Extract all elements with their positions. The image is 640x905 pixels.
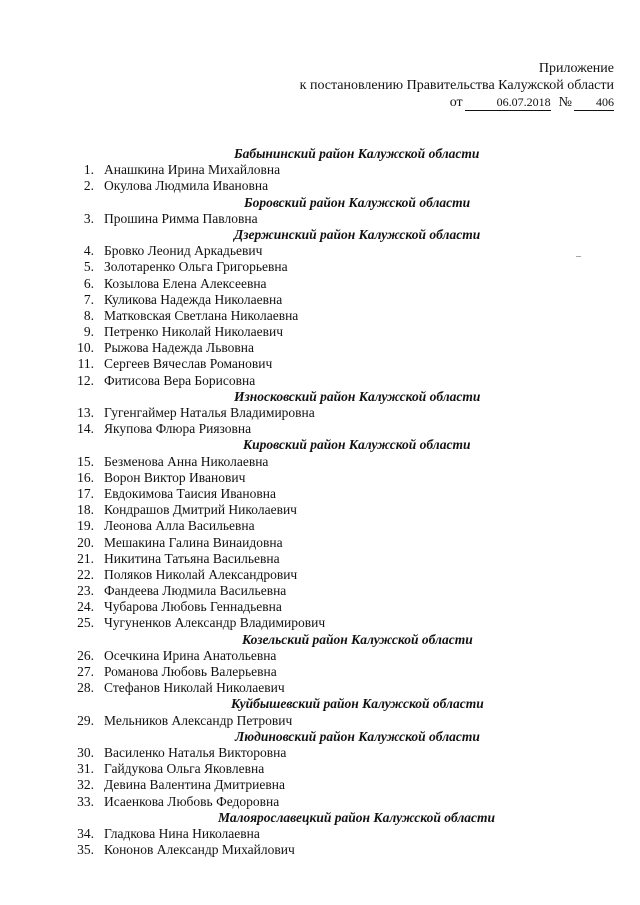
person-name: Рыжова Надежда Львовна — [104, 340, 254, 356]
resolution-date-number — [300, 94, 614, 111]
list-item — [0, 373, 640, 389]
list-item — [0, 292, 640, 308]
list-item — [0, 340, 640, 356]
person-name: Гугенгаймер Наталья Владимировна — [104, 405, 315, 420]
item-number: 16. — [77, 469, 94, 485]
person-name: Окулова Людмила Ивановна — [104, 178, 269, 194]
list-item — [0, 535, 640, 551]
list-item — [0, 745, 640, 761]
district-title: Куйбышевский район Калужской области — [231, 696, 484, 712]
person-name: Осечкина Ирина Анатольевна — [104, 647, 277, 663]
district-title: Износковский район Калужской области — [234, 388, 481, 404]
list-item — [0, 421, 640, 437]
district-title: Боровский район Калужской области — [244, 194, 471, 210]
list-item — [0, 599, 640, 615]
resolution-number: 406 — [574, 96, 614, 111]
person-name: Фандеева Людмила Васильевна — [104, 583, 287, 599]
list-item — [0, 794, 640, 810]
item-number: 7. — [83, 291, 94, 307]
item-number: 19. — [77, 518, 94, 534]
list-item — [0, 405, 640, 421]
person-name: Романова Любовь Валерьевна — [104, 664, 277, 679]
list-item — [0, 761, 640, 777]
list-item — [0, 276, 640, 292]
list-item — [0, 259, 640, 275]
district-heading — [0, 389, 640, 405]
list-item — [0, 211, 640, 227]
item-number: 9. — [83, 324, 94, 340]
district-heading — [0, 195, 640, 211]
person-name: Евдокимова Таисия Ивановна — [104, 485, 276, 501]
appendix-header — [300, 60, 614, 111]
appendix-title: Приложение — [538, 61, 614, 76]
district-heading — [0, 696, 640, 712]
list-item — [0, 615, 640, 631]
item-number: 11. — [77, 356, 94, 372]
person-name: Гайдукова Ольга Яковлевна — [104, 761, 265, 777]
item-number: 12. — [77, 372, 94, 388]
district-heading — [0, 632, 640, 648]
person-name: Козылова Елена Алексеевна — [104, 275, 267, 291]
district-title: Бабынинский район Калужской области — [234, 146, 480, 161]
item-number: 26. — [77, 647, 94, 663]
person-name: Никитина Татьяна Васильевна — [104, 550, 280, 566]
person-name: Матковская Светлана Николаевна — [104, 307, 299, 323]
item-number: 8. — [83, 307, 94, 323]
district-heading — [0, 146, 640, 162]
district-title: Кировский район Калужской области — [243, 437, 471, 453]
person-name: Стефанов Николай Николаевич — [104, 680, 285, 696]
item-number: 31. — [77, 761, 94, 777]
item-number: 14. — [77, 421, 94, 437]
district-heading — [0, 810, 640, 826]
item-number: 2. — [83, 178, 94, 194]
item-number: 34. — [77, 825, 94, 841]
person-name: Мешакина Галина Винаидовна — [104, 534, 283, 550]
item-number: 35. — [77, 842, 94, 858]
person-name: Чугуненков Александр Владимирович — [104, 615, 326, 631]
district-heading — [0, 729, 640, 745]
item-number: 29. — [77, 712, 94, 728]
list-item — [0, 648, 640, 664]
person-name: Бровко Леонид Аркадьевич — [104, 243, 263, 259]
list-item — [0, 842, 640, 858]
person-name: Ворон Виктор Иванович — [104, 469, 246, 485]
item-number: 17. — [77, 485, 94, 501]
list-item — [0, 713, 640, 729]
person-name: Исаенкова Любовь Федоровна — [104, 793, 280, 809]
item-number: 22. — [77, 566, 94, 582]
item-number: 18. — [77, 502, 94, 518]
person-name: Кондрашов Дмитрий Николаевич — [104, 502, 297, 518]
item-number: 30. — [77, 744, 94, 760]
person-name: Якупова Флюра Риязовна — [104, 421, 252, 437]
item-number: 5. — [83, 259, 94, 275]
person-name: Чубарова Любовь Геннадьевна — [104, 599, 282, 615]
resolution-reference: к постановлению Правительства Калужской области — [299, 78, 614, 93]
list-item — [0, 162, 640, 178]
list-item — [0, 308, 640, 324]
item-number: 23. — [77, 583, 94, 599]
number-label: № — [558, 95, 572, 110]
item-number: 10. — [77, 340, 94, 356]
awardee-list — [0, 146, 640, 858]
list-item — [0, 486, 640, 502]
district-title: Дзержинский район Калужской области — [234, 226, 481, 242]
district-title: Малоярославецкий район Калужской области — [218, 809, 496, 825]
person-name: Гладкова Нина Николаевна — [104, 825, 260, 841]
person-name: Прошина Римма Павловна — [104, 210, 258, 226]
list-item — [0, 243, 640, 259]
person-name: Поляков Николай Александрович — [104, 566, 298, 582]
list-item — [0, 826, 640, 842]
person-name: Девина Валентина Дмитриевна — [104, 777, 285, 793]
person-name: Петренко Николай Николаевич — [104, 324, 284, 340]
from-label: от — [449, 95, 463, 110]
list-item — [0, 777, 640, 793]
district-title: Людиновский район Калужской области — [235, 728, 480, 744]
item-number: 20. — [77, 534, 94, 550]
list-item — [0, 470, 640, 486]
list-item — [0, 664, 640, 680]
resolution-date: 06.07.2018 — [465, 96, 551, 111]
item-number: 6. — [83, 275, 94, 291]
list-item — [0, 324, 640, 340]
item-number: 21. — [77, 550, 94, 566]
stray-mark: – — [576, 251, 581, 262]
item-number: 27. — [77, 664, 94, 679]
item-number: 4. — [83, 243, 94, 259]
list-item — [0, 518, 640, 534]
item-number: 25. — [77, 615, 94, 631]
district-heading — [0, 227, 640, 243]
person-name: Кононов Александр Михайлович — [104, 842, 295, 858]
person-name: Куликова Надежда Николаевна — [104, 291, 283, 307]
district-title: Козельский район Калужской области — [242, 631, 473, 647]
item-number: 28. — [77, 680, 94, 696]
item-number: 32. — [77, 777, 94, 793]
district-heading — [0, 437, 640, 453]
item-number: 1. — [83, 162, 94, 178]
list-item — [0, 178, 640, 194]
list-item — [0, 454, 640, 470]
list-item — [0, 356, 640, 372]
person-name: Василенко Наталья Викторовна — [104, 744, 287, 760]
person-name: Мельников Александр Петрович — [104, 712, 293, 728]
item-number: 13. — [77, 405, 94, 420]
item-number: 33. — [77, 793, 94, 809]
person-name: Анашкина Ирина Михайловна — [104, 162, 281, 178]
person-name: Фитисова Вера Борисовна — [104, 372, 256, 388]
list-item — [0, 502, 640, 518]
person-name: Золотаренко Ольга Григорьевна — [104, 259, 288, 275]
person-name: Сергеев Вячеслав Романович — [104, 356, 273, 372]
person-name: Безменова Анна Николаевна — [104, 453, 269, 469]
item-number: 3. — [83, 210, 94, 226]
item-number: 24. — [77, 599, 94, 615]
list-item — [0, 680, 640, 696]
list-item — [0, 583, 640, 599]
list-item — [0, 551, 640, 567]
list-item — [0, 567, 640, 583]
item-number: 15. — [77, 453, 94, 469]
person-name: Леонова Алла Васильевна — [104, 518, 255, 534]
